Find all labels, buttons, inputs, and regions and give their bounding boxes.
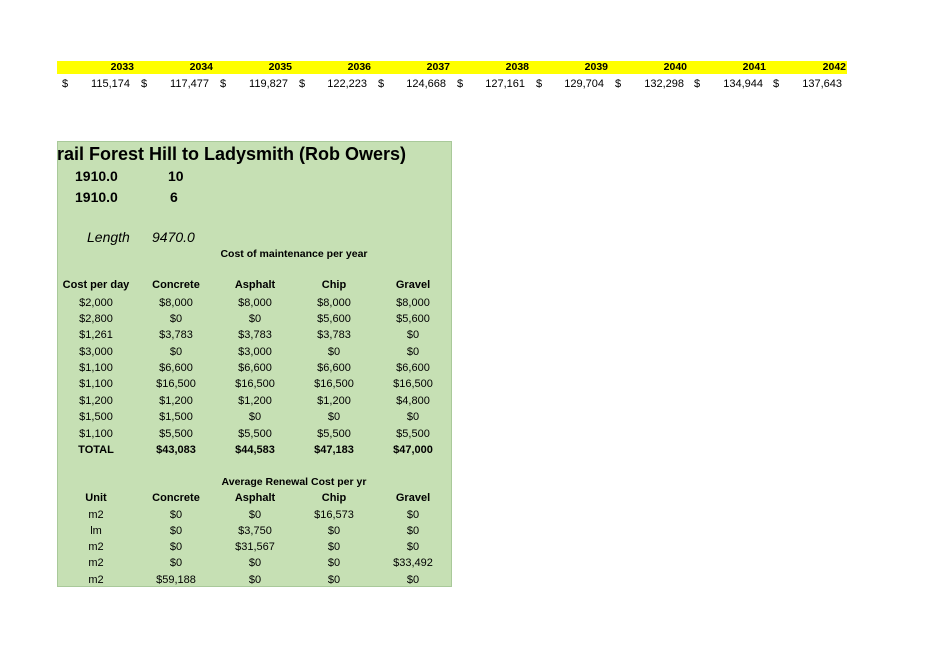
column-header: Asphalt <box>234 279 276 291</box>
table-cell: $5,500 <box>317 428 351 440</box>
length-label: Length <box>87 229 130 245</box>
table-cell: $16,500 <box>314 378 354 390</box>
year-amount: 129,704 <box>564 78 604 90</box>
year-header: 2033 <box>110 61 134 73</box>
table-cell: $1,261 <box>79 329 113 341</box>
table-cell: $1,500 <box>159 411 193 423</box>
year-amount: 127,161 <box>485 78 525 90</box>
table-cell: $6,600 <box>396 362 430 374</box>
table-cell: $0 <box>327 574 341 586</box>
currency-symbol: $ <box>694 78 701 90</box>
renewal-section-title: Average Renewal Cost per yr <box>221 476 367 488</box>
year-header: 2039 <box>584 61 608 73</box>
param-label-1: 1910.0 <box>75 168 118 184</box>
table-cell: $0 <box>169 541 183 553</box>
table-cell: $16,573 <box>314 509 354 521</box>
table-cell: $0 <box>406 346 420 358</box>
table-cell: $6,600 <box>238 362 272 374</box>
column-header: Asphalt <box>234 492 276 504</box>
table-cell: $16,500 <box>156 378 196 390</box>
param-label-2: 1910.0 <box>75 189 118 205</box>
length-value: 9470.0 <box>152 229 195 245</box>
year-header: 2042 <box>822 61 846 73</box>
year-header: 2036 <box>347 61 371 73</box>
panel-title: rail Forest Hill to Ladysmith (Rob Owers) <box>57 144 407 164</box>
year-header: 2040 <box>663 61 687 73</box>
table-cell: $1,100 <box>79 378 113 390</box>
table-cell: $0 <box>169 509 183 521</box>
table-cell: $3,783 <box>159 329 193 341</box>
table-cell: $0 <box>169 525 183 537</box>
currency-symbol: $ <box>299 78 306 90</box>
column-header: Chip <box>321 492 347 504</box>
year-amount: 137,643 <box>802 78 842 90</box>
table-cell: $3,783 <box>317 329 351 341</box>
table-cell: $0 <box>406 509 420 521</box>
table-cell: $0 <box>327 346 341 358</box>
table-cell: $0 <box>248 509 262 521</box>
table-cell: $0 <box>169 557 183 569</box>
table-cell: $8,000 <box>396 297 430 309</box>
year-amount: 119,827 <box>249 78 288 90</box>
table-cell: $1,100 <box>79 362 113 374</box>
table-cell: $5,500 <box>396 428 430 440</box>
table-cell: $0 <box>406 329 420 341</box>
currency-symbol: $ <box>141 78 148 90</box>
table-cell: $0 <box>406 525 420 537</box>
table-cell: $0 <box>169 313 183 325</box>
table-cell: $2,800 <box>79 313 113 325</box>
year-amount: 115,174 <box>91 78 130 90</box>
table-cell: $5,500 <box>238 428 272 440</box>
table-cell: $5,500 <box>159 428 193 440</box>
table-cell: m2 <box>88 574 104 586</box>
year-header: 2038 <box>505 61 529 73</box>
column-header: Cost per day <box>62 279 130 291</box>
table-cell: $1,200 <box>79 395 113 407</box>
currency-symbol: $ <box>615 78 622 90</box>
table-cell: $0 <box>327 557 341 569</box>
total-label: TOTAL <box>78 444 114 456</box>
table-cell: $0 <box>248 557 262 569</box>
param-value-2: 6 <box>170 189 178 205</box>
year-amount: 132,298 <box>644 78 684 90</box>
column-header: Gravel <box>395 279 431 291</box>
year-header: 2034 <box>189 61 213 73</box>
total-cell: $47,000 <box>393 444 433 456</box>
year-header: 2037 <box>426 61 450 73</box>
table-cell: $59,188 <box>156 574 196 586</box>
column-header: Concrete <box>152 279 200 291</box>
table-cell: $0 <box>248 313 262 325</box>
table-cell: $5,600 <box>317 313 351 325</box>
currency-symbol: $ <box>457 78 464 90</box>
table-cell: $5,600 <box>396 313 430 325</box>
param-value-1: 10 <box>168 168 184 184</box>
total-cell: $44,583 <box>235 444 275 456</box>
table-cell: m2 <box>88 557 104 569</box>
table-cell: $16,500 <box>393 378 433 390</box>
table-cell: $8,000 <box>238 297 272 309</box>
table-cell: $8,000 <box>159 297 193 309</box>
table-cell: $2,000 <box>79 297 113 309</box>
table-cell: $0 <box>169 346 183 358</box>
table-cell: $8,000 <box>317 297 351 309</box>
total-cell: $47,183 <box>314 444 354 456</box>
table-cell: $31,567 <box>235 541 275 553</box>
table-cell: $1,500 <box>79 411 113 423</box>
table-cell: $1,200 <box>238 395 272 407</box>
table-cell: m2 <box>88 541 104 553</box>
column-header: Gravel <box>395 492 431 504</box>
table-cell: $0 <box>406 411 420 423</box>
column-header: Concrete <box>152 492 200 504</box>
year-amount: 122,223 <box>327 78 367 90</box>
table-cell: $3,000 <box>79 346 113 358</box>
table-cell: $1,200 <box>159 395 193 407</box>
year-header: 2041 <box>742 61 766 73</box>
column-header: Chip <box>321 279 347 291</box>
currency-symbol: $ <box>773 78 780 90</box>
table-cell: $6,600 <box>159 362 193 374</box>
currency-symbol: $ <box>220 78 227 90</box>
table-cell: $0 <box>406 541 420 553</box>
currency-symbol: $ <box>62 78 69 90</box>
table-cell: $1,100 <box>79 428 113 440</box>
table-cell: $0 <box>248 574 262 586</box>
table-cell: $4,800 <box>396 395 430 407</box>
year-amount: 124,668 <box>406 78 446 90</box>
table-cell: $0 <box>406 574 420 586</box>
table-cell: $3,000 <box>238 346 272 358</box>
year-header: 2035 <box>268 61 292 73</box>
table-cell: $0 <box>327 411 341 423</box>
currency-symbol: $ <box>378 78 385 90</box>
table-cell: $3,783 <box>238 329 272 341</box>
currency-symbol: $ <box>536 78 543 90</box>
table-cell: $33,492 <box>393 557 433 569</box>
table-cell: $6,600 <box>317 362 351 374</box>
year-amount: 134,944 <box>723 78 763 90</box>
table-cell: $0 <box>248 411 262 423</box>
column-header: Unit <box>85 492 107 504</box>
total-cell: $43,083 <box>156 444 196 456</box>
table-cell: $1,200 <box>317 395 351 407</box>
table-cell: $16,500 <box>235 378 275 390</box>
table-cell: $0 <box>327 541 341 553</box>
table-cell: $0 <box>327 525 341 537</box>
maintenance-section-title: Cost of maintenance per year <box>220 248 368 260</box>
table-cell: lm <box>90 525 102 537</box>
table-cell: m2 <box>88 509 104 521</box>
table-cell: $3,750 <box>238 525 272 537</box>
year-amount: 117,477 <box>170 78 209 90</box>
